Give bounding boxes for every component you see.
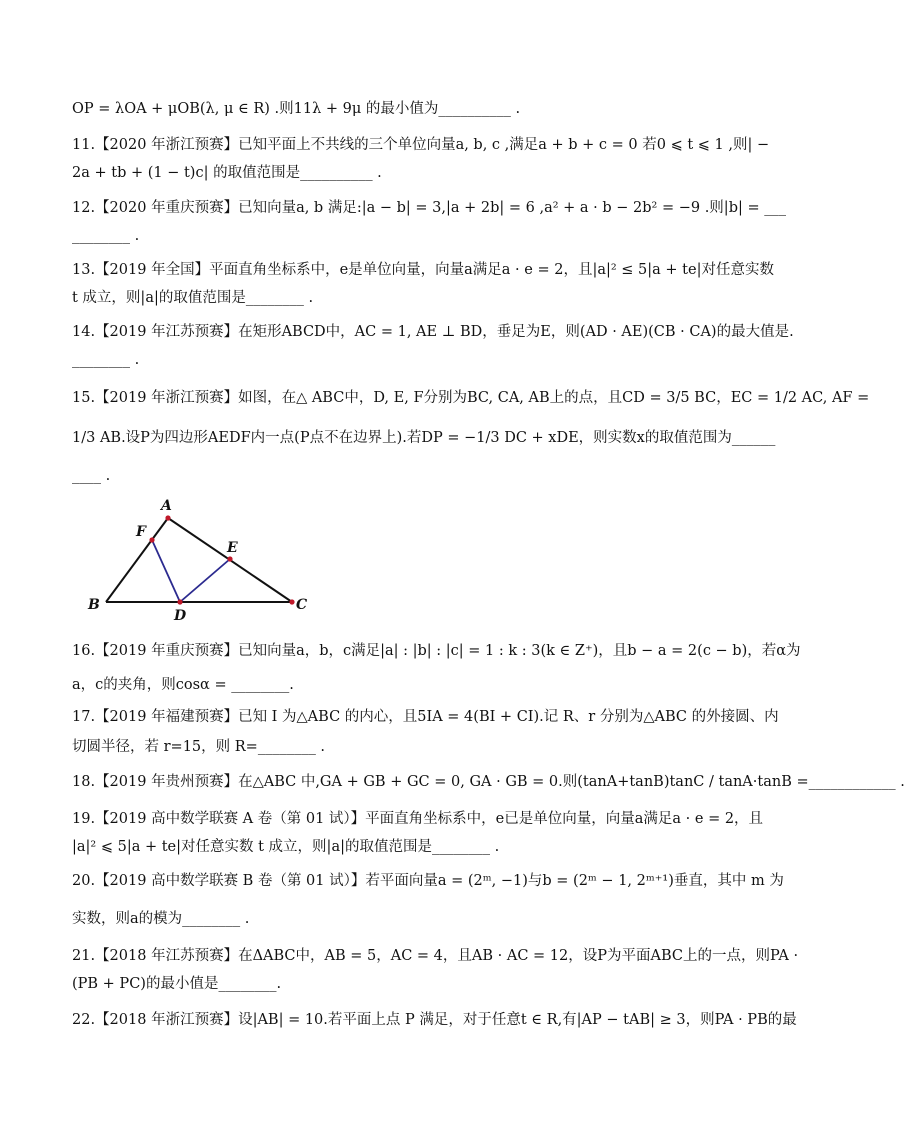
point-e	[227, 556, 232, 561]
point-f	[149, 537, 154, 542]
segment-de	[180, 559, 230, 602]
problem-19-line-2: |a|² ⩽ 5|a + te|对任意实数 t 成立，则|a|的取值范围是________ .	[72, 839, 500, 855]
triangle-figure	[72, 492, 322, 624]
label-c: C	[296, 597, 308, 613]
problem-12-line-1: 12.【2020 年重庆预赛】已知向量a, b 满足:|a − b| = 3,|a + 2b| = 6 ,a² + a · b − 2b² = −9 .则|b| = ___	[72, 200, 786, 216]
problem-21-line-1: 21.【2018 年江苏预赛】在ΔABC中，AB = 5，AC = 4，且AB · AC = 12，设P为平面ABC上的一点，则PA ·	[72, 948, 799, 964]
problem-14-line-1: 14.【2019 年江苏预赛】在矩形ABCD中，AC = 1, AE ⊥ BD，垂足为E，则(AD · AE)(CB · CA)的最大值是.	[72, 324, 794, 340]
problem-13-line-2: t 成立，则|a|的取值范围是________ .	[72, 290, 314, 306]
problem-17-line-1: 17.【2019 年福建预赛】已知 I 为△ABC 的内心，且5IA = 4(BI + CI).记 R、r 分别为△ABC 的外接圆、内	[72, 709, 779, 725]
problem-19-line-1: 19.【2019 高中数学联赛 A 卷（第 01 试）】平面直角坐标系中，e已是单位向量，向量a满足a · e = 2，且	[72, 811, 764, 827]
problem-15-line-2: 1/3 AB.设P为四边形AEDF内一点(P点不在边界上).若DP = −1/3 DC + xDE，则实数x的取值范围为______	[72, 430, 776, 446]
label-b: B	[88, 597, 100, 613]
problem-17-line-2: 切圆半径，若 r=15，则 R=________ .	[72, 739, 326, 755]
problem-20-line-2: 实数，则a的模为________ .	[72, 911, 250, 927]
problem-13-line-1: 13.【2019 年全国】平面直角坐标系中，e是单位向量，向量a满足a · e = 2，且|a|² ≤ 5|a + te|对任意实数	[72, 262, 774, 278]
problem-11-line-1: 11.【2020 年浙江预赛】已知平面上不共线的三个单位向量a, b, c ,满足a + b + c = 0 若0 ⩽ t ⩽ 1 ,则| −	[72, 137, 770, 153]
segment-fd	[152, 540, 180, 602]
problem-15-line-1: 15.【2019 年浙江预赛】如图，在△ ABC中，D, E, F分别为BC, CA, AB上的点，且CD = 3/5 BC，EC = 1/2 AC, AF =	[72, 390, 870, 406]
point-c	[289, 599, 294, 604]
label-d: D	[174, 608, 187, 624]
problem-11-line-2: 2a + tb + (1 − t)c| 的取值范围是__________ .	[72, 165, 382, 181]
problem-22-line-1: 22.【2018 年浙江预赛】设|AB| = 10.若平面上点 P 满足，对于任意t ∈ R,有|AP − tAB| ≥ 3，则PA · PB的最	[72, 1012, 797, 1028]
problem-21-line-2: (PB + PC)的最小值是________.	[72, 976, 282, 992]
label-a: A	[161, 498, 172, 514]
label-e: E	[227, 540, 238, 556]
problem-16-line-2: a，c的夹角，则cosα = ________.	[72, 677, 294, 693]
problem-14-line-2: ________ .	[72, 352, 140, 368]
problem-15-line-3: ____ .	[72, 468, 111, 484]
triangle-diagram	[72, 492, 322, 624]
problem-20-line-1: 20.【2019 高中数学联赛 B 卷（第 01 试）】若平面向量a = (2ᵐ, −1)与b = (2ᵐ − 1, 2ᵐ⁺¹)垂直，其中 m 为	[72, 873, 784, 889]
point-d	[177, 599, 182, 604]
problem-16-line-1: 16.【2019 年重庆预赛】已知向量a，b，c满足|a| : |b| : |c| = 1 : k : 3(k ∈ Z⁺)，且b − a = 2(c − b)，若α为	[72, 643, 801, 659]
problem-10-tail: OP = λOA + μOB(λ, μ ∈ R) .则11λ + 9μ 的最小值为__________ .	[72, 101, 521, 117]
problem-18: 18.【2019 年贵州预赛】在△ABC 中,GA + GB + GC = 0, GA · GB = 0.则(tanA+tanB)tanC / tanA·tanB =____________ .	[72, 774, 905, 790]
label-f: F	[136, 524, 146, 540]
point-a	[165, 515, 170, 520]
problem-12-line-2: ________ .	[72, 228, 140, 244]
